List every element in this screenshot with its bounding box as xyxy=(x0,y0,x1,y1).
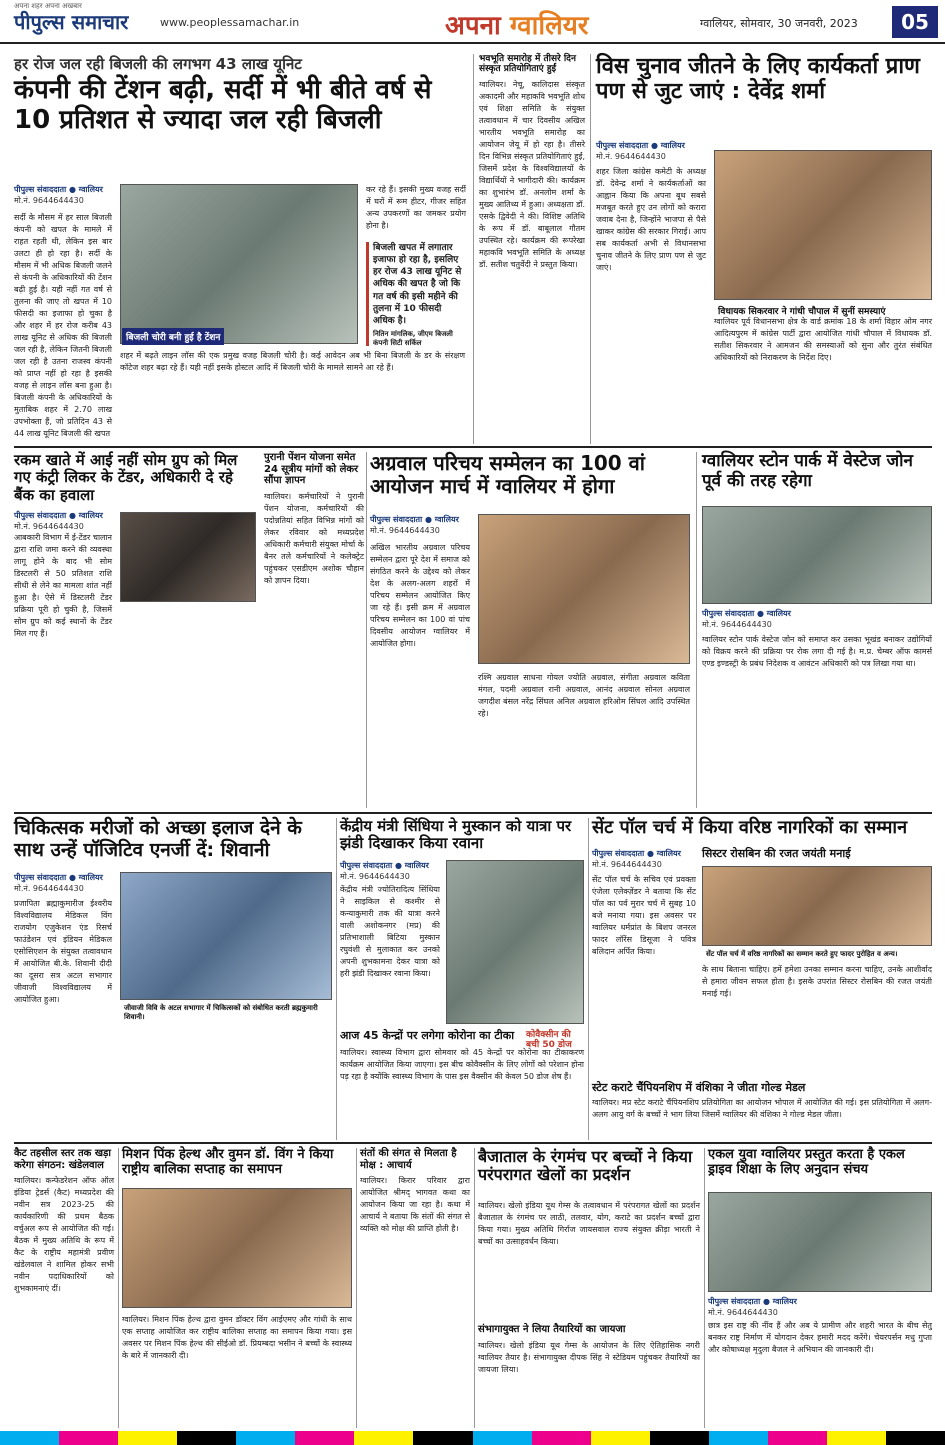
column-rule xyxy=(588,818,589,1140)
column-rule xyxy=(474,1148,475,1428)
story-headline: सेंट पॉल चर्च में किया वरिष्ठ नागरिकों का सम्मान xyxy=(592,817,908,838)
row-rule xyxy=(14,446,932,448)
byline xyxy=(370,514,470,536)
story-headline: बैजाताल के रंगमंच पर बच्चों ने किया परंपरागत खेलों का प्रदर्शन xyxy=(478,1147,693,1185)
story-body: सर्दी के मौसम में हर साल बिजली कंपनी को खपत के मामले में राहत रहती थी, लेकिन इस बार उलटा ही हो रहा है। सर्दी के मौसम में भी अधिक बिजली जलने से कंपनी के अधिकारियों की टेंशन बढ़ी हुई है। यही नहीं गत वर्ष से तुलना की जाए तो खपत में 10 फीसदी का इजाफा हो चुका है और शहर में हर रोज करीब 43 लाख यूनिट से अधिक की बिजली जल रही है, लेकिन जितनी बिजली जल रही है उतना राजस्व कंपनी को प्राप्त नहीं हो रहा है इसकी वजह से लाइन लॉस बना हुआ है। बिजली कंपनी के अधिकारियों के मुताबिक शहर में 2.70 लाख उपभोक्ता हैं, जो प्रतिदिन 43 से 44 लाख यूनिट बिजली की खपत xyxy=(14,213,112,438)
masthead xyxy=(0,0,945,44)
story-ekal xyxy=(708,1148,932,1428)
photo-chaupal xyxy=(714,150,932,300)
story-headline: चिकित्सक मरीजों को अच्छा इलाज देने के साथ उन्हें पॉजिटिव एनर्जी दें: शिवानी xyxy=(14,817,302,861)
byline-mobile: मो.नं. 9644644430 xyxy=(340,872,410,881)
byline-text: पीपुल्स संवाददाता ● ग्वालियर xyxy=(596,141,685,150)
story-sub-body: ग्वालियर। खेलो इंडिया यूथ गेम्स के आयोजन के लिए ऐतिहासिक नगरी ग्वालियर तैयार है। संभागायुक्त दीपक सिंह ने स्टेडियम पहुंचकर तैयारियों का जायजा लिया। xyxy=(478,1341,700,1374)
story-headline: संतों की संगत से मिलता है मोक्ष : आचार्य xyxy=(360,1148,457,1171)
byline xyxy=(596,140,696,162)
photo-girls-group xyxy=(122,1188,352,1308)
byline-text: पीपुल्स संवाददाता ● ग्वालियर xyxy=(592,849,681,858)
story-body-b: के साथ बिताना चाहिए। हमें हमेशा उनका सम्मान करना चाहिए, उनके आशीर्वाद से हमारा जीवन सफल होता है। इसके उपरांत सिस्टर रोसबिन की रजत जयंती मनाई गई। xyxy=(702,965,932,998)
byline-mobile: मो.नं. 9644644430 xyxy=(592,860,662,869)
story-body: प्रजापिता ब्रह्माकुमारीज ईश्वरीय विश्वविद्यालय मेडिकल विंग राजयोग एजुकेशन एंड रिसर्च फाउंडेशन एवं इंडियन मेडिकल एसोसिएशन के संयुक्त तत्वावधान में आयोजित बी.के. शिवानी दीदी का दूसरा सत्र अटल सभागार जीवाजी विश्वविद्यालय में आयोजित हुआ। xyxy=(14,899,112,1004)
story-vaccine xyxy=(340,1030,584,1140)
story-headline: ग्वालियर स्टोन पार्क में वेस्टेज जोन पूर्व की तरह रहेगा xyxy=(702,451,913,491)
story-body: सेंट पॉल चर्च के सचिव एवं प्रवक्ता एंजेला एलेक्ज़ेंडर ने बताया कि सेंट पॉल का पर्व मुरार चर्च में सुबह 10 बजे मनाया गया। इस अवसर पर ग्वालियर धर्मप्रांत के बिशप जनरल फादर लॉरेंस डिसूजा ने पवित्र बलिदान अर्पित किया। xyxy=(592,875,696,956)
story-headline: केंद्रीय मंत्री सिंधिया ने मुस्कान को यात्रा पर झंडी दिखाकर किया रवाना xyxy=(340,817,572,853)
byline xyxy=(702,608,812,630)
print-color-bar xyxy=(0,1431,945,1445)
story-bhavbhuti xyxy=(479,54,585,444)
photo-agrawal-meeting xyxy=(478,514,690,664)
dateline: ग्वालियर, सोमवार, 30 जनवरी, 2023 xyxy=(700,17,858,30)
story-headline: कंपनी की टेंशन बढ़ी, सर्दी में भी बीते वर्ष से 10 प्रतिशत से ज्यादा जल रही बिजली xyxy=(14,75,432,135)
story-pension xyxy=(264,452,364,808)
story-headline: रकम खाते में आई नहीं सोम ग्रुप को मिल गए कंट्री लिकर के टेंडर, अधिकारी दे रहे बैंक का हवाला xyxy=(14,451,238,504)
photo-auditorium xyxy=(120,872,332,1000)
story-body: ग्वालियर। मप्र स्टेट कराटे चैंपियनशिप प्रतियोगिता का आयोजन भोपाल में आयोजित की गई। इस प्रतियोगिता में अलग-अलग आयु वर्ग के बच्चों ने भाग लिया जिसमें ग्वालियर की वंशिका ने गोल्ड मेडल जीता। xyxy=(592,1097,932,1119)
photo-caption: बिजली चोरी बनी हुई है टेंशन xyxy=(122,328,224,345)
photo-liquor-shelf xyxy=(120,512,256,602)
story-body: ग्वालियर। खेलो इंडिया यूथ गेम्स के तत्वावधान में परंपरागत खेलों का प्रदर्शन बैजाताल के रंगमंच पर लाठी, तलवार, योग, कराटे का प्रदर्शन बच्चों द्वारा किया गया। मुख्य अतिथि गिर्राज जायसवाल राज्य संयुक्त क्रीड़ा भारती ने बच्चों का उत्साहवर्धन किया। xyxy=(478,1201,700,1246)
story-body: ग्वालियर। कर्मचारियों ने पुरानी पेंशन योजना, कर्मचारियों की पदोन्नतियां सहित विभिन्न मांगों को लेकर रविवार को मध्यप्रदेश अधिकारी कर्मचारी संयुक्त मोर्चा के बैनर तले कर्मचारियों ने कलेक्ट्रेट पहुंचकर एसडीएम अशोक चौहान को ज्ञापन दिया। xyxy=(264,491,364,585)
story-sidebar: कोवैक्सीन की बची 50 डोज xyxy=(526,1030,572,1051)
logo-text: पीपुल्स समाचार xyxy=(14,10,129,34)
website-url[interactable]: www.peoplessamachar.in xyxy=(160,16,300,29)
story-headline: आज 45 केन्द्रों पर लगेगा कोरोना का टीका xyxy=(340,1029,515,1042)
byline-text: पीपुल्स संवाददाता ● ग्वालियर xyxy=(14,873,103,882)
quote-author: नितिन मांगलिक, जीएम बिजली कंपनी सिटी सर्किल xyxy=(373,329,453,348)
story-body: ग्वालियर। किरार परिवार द्वारा आयोजित श्रीमद् भागवत कथा का आयोजन किया जा रहा है। कथा में आचार्य ने बताया कि संतों की संगत से व्यक्ति को मोक्ष की प्राप्ति होती है। xyxy=(360,1176,470,1233)
byline-text: पीपुल्स संवाददाता ● ग्वालियर xyxy=(14,185,103,194)
section-title xyxy=(445,6,588,42)
byline-text: पीपुल्स संवाददाता ● ग्वालियर xyxy=(702,609,791,618)
photo-ekal-group xyxy=(708,1192,932,1292)
story-body: शहर जिला कांग्रेस कमेटी के अध्यक्ष डॉ. देवेन्द्र शर्मा ने कार्यकर्ताओं का आह्वान किया कि अपना बूथ सबसे मजबूत करते हुए उन लोगों को करारा जवाब देना है, जिन्होंने भाजपा से पैसे खाकर कांग्रेस की सरकार गिराई। आप सब कार्यकर्ता अभी से विधानसभा चुनाव जीतने के लिए प्राण पण से जुट जाएं। xyxy=(596,167,706,272)
story-body: ग्वालियर। स्वास्थ्य विभाग द्वारा सोमवार को 45 केन्द्रों पर कोरोना का टीकाकरण कार्यक्रम आयोजित किया जाएगा। इस बीच कोवैक्सीन के लिए लोगों को परेशान होना पड़ रहा है क्योंकि स्वास्थ्य विभाग के पास इस वैक्सीन की केवल 50 डोज शेष हैं। xyxy=(340,1047,584,1081)
quote-text: बिजली खपत में लगातार इजाफा हो रहा है, इसलिए हर रोज 43 लाख यूनिट से अधिक की खपत है जो कि गत वर्ष की इसी महीने की तुलना में 10 फीसदी अधिक है। xyxy=(373,243,462,326)
byline xyxy=(592,848,692,870)
byline-mobile: मो.नं. 9644644430 xyxy=(702,620,772,629)
byline-text: पीपुल्स संवाददाता ● ग्वालियर xyxy=(370,515,459,524)
photo-caption: सेंट पॉल चर्च में वरिष्ठ नागरिकों का सम्मान करते हुए फादर पुरोहित व अन्य। xyxy=(706,950,898,958)
photo-church-honour xyxy=(702,866,932,946)
byline xyxy=(14,872,114,894)
story-headline: स्टेट कराटे चैंपियनशिप में वंशिका ने जीता गोल्ड मेडल xyxy=(592,1081,806,1094)
column-rule xyxy=(473,54,474,444)
story-headline: एकल युवा ग्वालियर प्रस्तुत करता है एकल ड्राइव शिक्षा के लिए अनुदान संचय xyxy=(708,1147,905,1177)
story-headline: मिशन पिंक हेल्थ और वुमन डॉ. विंग ने किया राष्ट्रीय बालिका सप्ताह का समापन xyxy=(122,1147,334,1177)
story-body: ग्वालियर। मिशन पिंक हेल्थ द्वारा वुमन डॉक्टर विंग आईएमए और गांधी के साथ एक सप्ताह आयोजित कर राष्ट्रीय बालिका सप्ताह का समापन किया गया। इस अवसर पर मिशन पिंक हेल्थ की सीईओ डॉ. प्रियम्बदा भसीन ने बच्चों के स्वास्थ्य के बारे में जानकारी दी। xyxy=(122,1315,352,1360)
story-body: आबकारी विभाग में ई-टेंडर चालान द्वारा राशि जमा करने की व्यवस्था लागू होने के बाद भी सोम डिस्टलरी से 50 प्रतिशत राशि सीधी से लेने का मामला शांत नहीं हुआ है। ऐसे में डिस्टलरी टेंडर प्रक्रिया पूरी हो चुकी है, जिसमें सोम ग्रुप को कई स्थानों के टेंडर मिल गए हैं। xyxy=(14,533,112,638)
story-body-b: ग्वालियर पूर्व विधानसभा क्षेत्र के वार्ड क्रमांक 18 के शर्मा विहार ओम नगर आदित्यपुरम में कांग्रेस पार्टी द्वारा आयोजित गांधी चौपाल में विधायक डॉ. सतीश सिकरवार ने आमजन की समस्याओं को सुना और तुरंत संबंधित अधिकारियों को निराकरण के निर्देश दिए। xyxy=(714,317,932,362)
column-rule xyxy=(590,54,591,444)
column-rule xyxy=(356,1148,357,1428)
column-rule xyxy=(366,452,367,808)
row-rule xyxy=(14,1142,932,1144)
story-headline: भवभूति समारोह में तीसरे दिन संस्कृत प्रतियोगिताएं हुईं xyxy=(479,54,576,75)
row-rule xyxy=(14,812,932,814)
story-shivani xyxy=(14,818,332,1140)
photo-caption: जीवाजी विवि के अटल सभागार में चिकित्सकों को संबोधित करती ब्रह्मकुमारी शिवानी। xyxy=(124,1004,318,1021)
byline xyxy=(340,860,440,882)
story-baijatal xyxy=(478,1148,700,1428)
byline-mobile: मो.नं. 9644644430 xyxy=(708,1308,778,1317)
byline xyxy=(14,184,114,206)
column-rule xyxy=(696,452,697,808)
story-headline: अग्रवाल परिचय सम्मेलन का 100 वां आयोजन मार्च में ग्वालियर में होगा xyxy=(370,451,645,498)
story-agrawal xyxy=(370,452,692,808)
newspaper-logo xyxy=(14,2,129,35)
story-stone-park xyxy=(702,452,932,808)
story-congress xyxy=(596,54,932,444)
column-rule xyxy=(704,1148,705,1428)
story-cait xyxy=(14,1148,114,1428)
byline-text: पीपुल्स संवाददाता ● ग्वालियर xyxy=(708,1297,797,1306)
byline xyxy=(708,1296,828,1318)
story-electricity xyxy=(14,54,469,444)
story-body: ग्वालियर। नेचू, कालिदास संस्कृत अकादमी और महाकवि भवभूति शोध एवं शिक्षा समिति के संयुक्त तत्वावधान में चार दिवसीय अखिल भारतीय भवभूति समारोह का आयोजन जेयू में हो रहा है। तीसरे दिन विभिन्न संस्कृत प्रतियोगिताएं हुईं, जिसमें प्रदेश के विश्वविद्यालयों के विद्यार्थियों ने भागीदारी की। कार्यक्रम का शुभारंभ डॉ. अनलोम शर्मा के मुख्य आतिथ्य में हुआ। अध्यक्षता डॉ. एसके द्विवेदी ने की। विशिष्ट अतिथि के रूप में डॉ. बाबूलाल गौतम उपस्थित रहे। कार्यक्रम की रूपरेखा महाकवि भवभूति समिति के अध्यक्ष डॉ. सतीश चतुर्वेदी ने प्रस्तुत किया। xyxy=(479,79,585,269)
photo-stone-park-officials xyxy=(702,506,932,604)
story-scindia xyxy=(340,818,584,1028)
byline-mobile: मो.नं. 9644644430 xyxy=(370,526,440,535)
column-rule xyxy=(336,818,337,1140)
story-body-b: शहर में बढ़ते लाइन लॉस की एक प्रमुख वजह बिजली चोरी है। कई आवेदन अब भी बिना बिजली के डर के संरक्षण कॉटेज शहर बढ़ा रहे हैं। यही नहीं इसके होस्टल आदि में बिजली चोरी के मामले सामने आ रहे हैं। xyxy=(120,351,465,372)
story-body: अखिल भारतीय अग्रवाल परिचय सम्मेलन द्वारा पूरे देश में समाज को संगठित करने के उद्देश्य को लेकर देश के अलग-अलग शहरों में परिचय सम्मेलन आयोजित किए जा रहे हैं। इसी क्रम में अग्रवाल परिचय सम्मेलन का 100 वां पांच दिवसीय आयोजन ग्वालियर में आयोजित होगा। xyxy=(370,543,470,648)
story-body: केंद्रीय मंत्री ज्योतिरादित्य सिंधिया ने साइकिल से कश्मीर से कन्याकुमारी तक की यात्रा करने वाली अशोकनगर (मप्र) की प्रतिभाशाली बिटिया मुस्कान रघुवंशी से मुलाकात कर उनको अपनी शुभकामना देकर यात्रा को हरी झंडी दिखाकर रवाना किया। xyxy=(340,885,440,978)
story-body-b: रश्मि अग्रवाल साधना गोयल ज्योति अग्रवाल, संगीता अग्रवाल कविता मंगल, पदमी अग्रवाल रानी अग्रवाल, आनंद अग्रवाल सोनल अग्रवाल जगदीश बंसल नरेंद्र सिंघल अनिल अग्रवाल हरिओम सिंघल आदि उपस्थित रहे। xyxy=(478,673,690,718)
story-liquor-tender xyxy=(14,452,258,808)
photo-electricity-office xyxy=(120,184,358,344)
page-number: 05 xyxy=(892,6,938,38)
story-mission-pink xyxy=(122,1148,352,1428)
byline-text: पीपुल्स संवाददाता ● ग्वालियर xyxy=(14,510,103,520)
byline-mobile: मो.नं. 9644644430 xyxy=(14,884,84,893)
quote-box xyxy=(366,242,466,346)
column-rule xyxy=(118,1148,119,1428)
story-headline: पुरानी पेंशन योजना समेत 24 सूत्रीय मांगों को लेकर सौंपा ज्ञापन xyxy=(264,452,359,486)
story-body: छात्र इस राष्ट्र की नींव हैं और अब ये प्रामीण और शहरी भारत के बीच सेतु बनकर राष्ट्र निर्माण में योगदान देकर हमारी मदद करेंगे। चेयरपर्सन मधु गुप्ता और कोषाध्यक्ष मृदुला बैजल ने अभियान की जानकारी दी। xyxy=(708,1321,932,1354)
story-karate xyxy=(592,1082,932,1140)
story-body: ग्वालियर स्टोन पार्क वेस्टेज जोन को समाप्त कर उसका भूखंड बनाकर उद्योगियों को विक्रय करने की प्रक्रिया पर रोक लगा दी गई है। म.प्र. चेम्बर ऑफ कामर्स एण्ड इण्डस्ट्री के प्रबंध निदेशक व आवंटन अधिकारी को पत्र लिखा गया था। xyxy=(702,635,932,668)
photo-cyclist-flagoff xyxy=(446,860,584,1024)
byline-mobile: मो.नं. 9644644430 xyxy=(14,196,84,205)
story-saints xyxy=(360,1148,470,1428)
byline-mobile: मो.नं. 9644644430 xyxy=(596,152,666,161)
story-headline: कैट तहसील स्तर तक खड़ा करेगा संगठन: खंडेलवाल xyxy=(14,1148,111,1171)
story-body-c: कर रहे हैं। इसकी मुख्य वजह सर्दी में घरों में रूम हीटर, गीजर सहित अन्य उपकरणों का जमकर प्रयोग होना है। xyxy=(366,185,466,230)
section-title-b: ग्वालियर xyxy=(509,11,589,41)
story-subhead: संभागायुक्त ने लिया तैयारियों का जायजा xyxy=(478,1324,626,1335)
story-body: ग्वालियर। कन्फेडरेशन ऑफ ऑल इंडिया ट्रेडर्स (कैट) मध्यप्रदेश की नवीन सत्र 2023-25 की कार्यकारिणी की प्रथम बैठक वर्चुअल रूप से आयोजित की गई। बैठक में मुख्य अतिथि के रूप में कैट के राष्ट्रीय महामंत्री प्रवीण खंडेलवाल ने शामिल होकर सभी नवीन पदाधिकारियों को शुभकामनाएं दीं। xyxy=(14,1176,114,1293)
byline-text: पीपुल्स संवाददाता ● ग्वालियर xyxy=(340,861,429,870)
story-headline: विस चुनाव जीतने के लिए कार्यकर्ता प्राण पण से जुट जाएं : देवेंद्र शर्मा xyxy=(596,54,920,105)
story-kicker: हर रोज जल रही बिजली की लगभग 43 लाख यूनिट xyxy=(14,55,302,73)
story-subhead: सिस्टर रोसबिन की रजत जयंती मनाई xyxy=(702,847,851,860)
photo-caption: विधायक सिकरवार ने गांधी चौपाल में सुनीं समस्याएं xyxy=(718,307,886,317)
story-st-paul xyxy=(592,818,932,1080)
byline-mobile: मो.नं. 9644644430 xyxy=(14,521,84,531)
logo-tagline: अपना शहर अपना अखबार xyxy=(14,2,82,10)
section-title-a: अपना xyxy=(445,11,501,41)
